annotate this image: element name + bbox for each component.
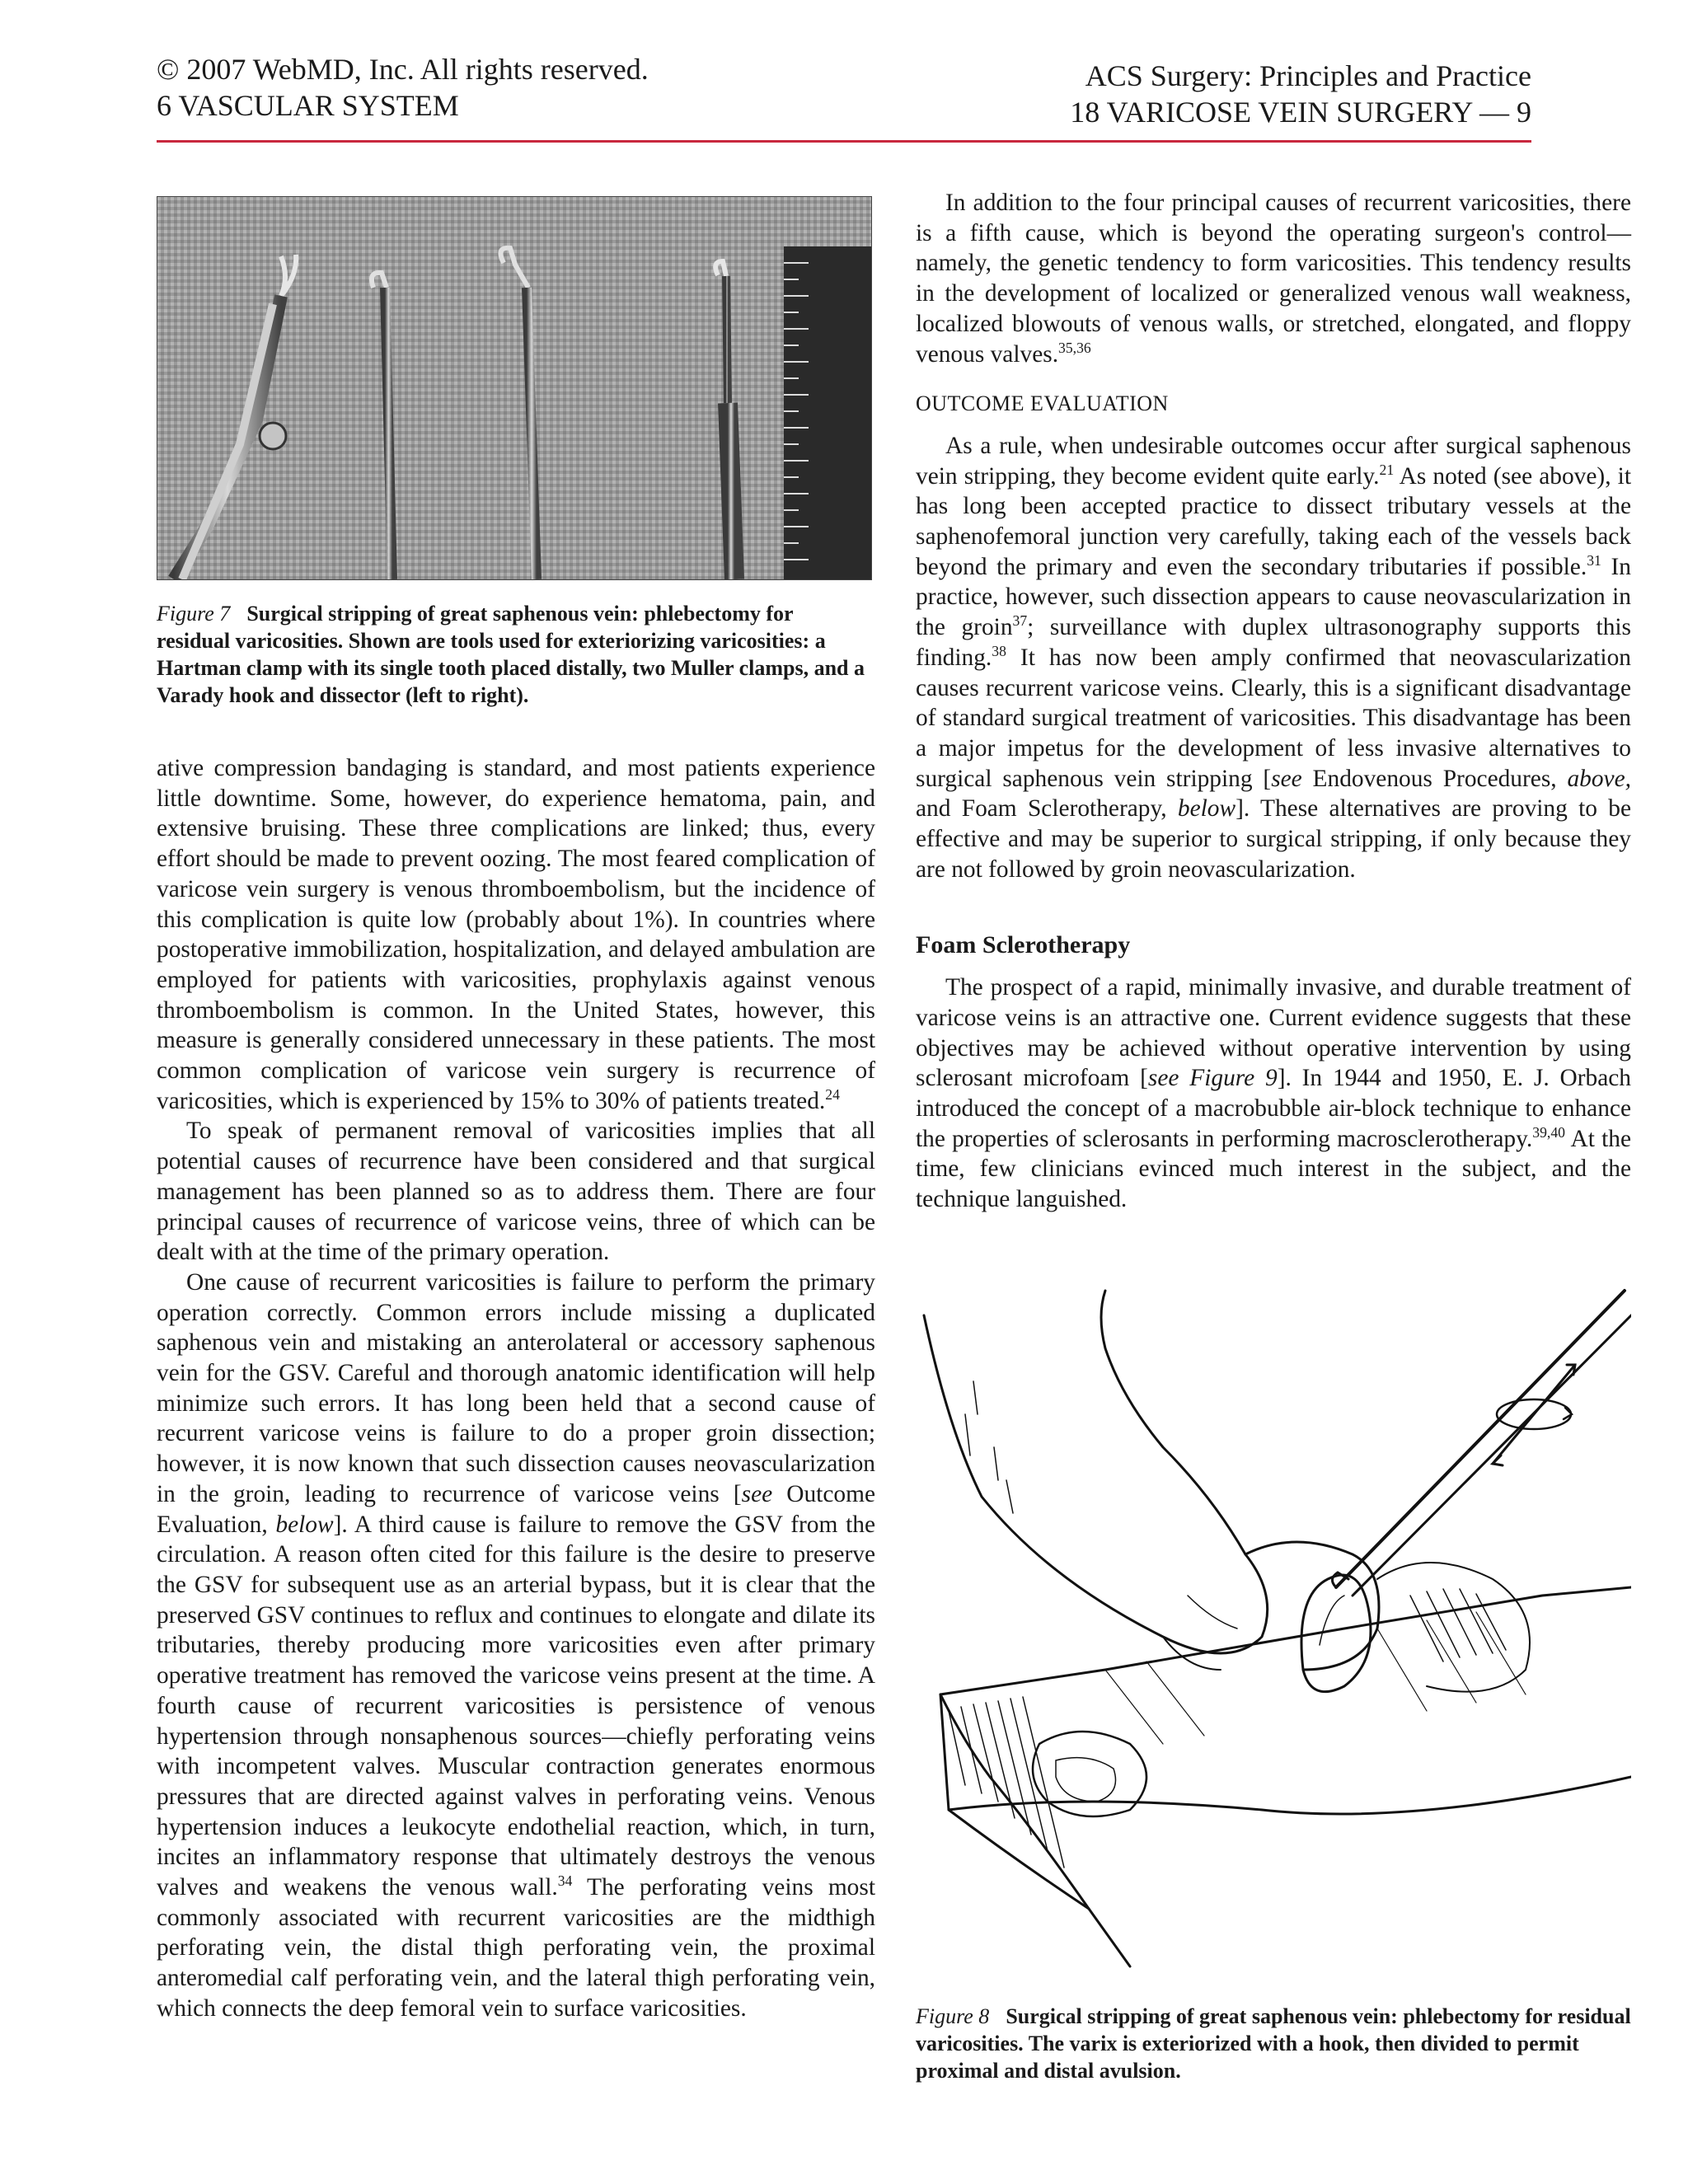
right-paragraph-3 bbox=[916, 972, 1631, 1215]
right-p3-text-a: The prospect of a rapid, minimally invasive, and durable treatment of varicose veins is an attractive one. Current evidence suggests that these objectives may be achieved without operative intervention by using sclerosant microfoam [ bbox=[916, 974, 1631, 1092]
reference-35-36[interactable]: 35,36 bbox=[1058, 339, 1091, 356]
right-p3-text-c: At the time, few clinicians evinced much interest in the subject, and the technique languished. bbox=[916, 1125, 1631, 1213]
figure-7-label: Figure 7 bbox=[157, 602, 231, 626]
left-p3-text-b: ]. A third cause is failure to remove the GSV from the circulation. A reason often cited for this failure is the desire to preserve the GSV for subsequent use as an arterial bypass, but it is clear that the preserved GSV continues to reflux and continues to elongate and dilate its tributaries, thereby producing more varicosities even after primary operative treatment has removed the varicose veins present at the time. A fourth cause of recurrent varicosities is persistence of venous hypertension through nonsaphenous sources—chiefly perforating veins with incompetent valves. Muscular contraction generates enormous pressures that are directed against valves in perforating veins. Venous hypertension induces a leukocyte endothelial reaction, which, in turn, incites an inflammatory response that ultimately destroys the venous valves and weakens the venous wall. bbox=[157, 1511, 875, 1901]
figure-7-caption bbox=[157, 600, 865, 709]
left-p1-text: ative compression bandaging is standard, and most patients experience little downtime. Some, however, do experience hematoma, pain, and extensive bruising. These three complications are linked; thus, every effort should be made to prevent oozing. The most feared complication of varicose vein surgery is venous thromboembolism, but the incidence of this complication is quite low (probably about 1%). In countries where postoperative immobilization, hospitalization, and delayed ambulation are employed for patients with varicosities, prophylaxis against venous thromboembolism is common. In the United States, however, this measure is generally considered unnecessary in these patients. The most common complication of varicose vein surgery is recurrence of varicosities, which is experienced by 15% to 30% of patients treated. bbox=[157, 755, 875, 1114]
left-p3-text-a: One cause of recurrent varicosities is failure to perform the primary operation correctly. Common errors include missing a duplicated saphenous vein and mistaking an anterolateral or accessory saphenous vein for the GSV. Careful and thorough anatomic identification will help minimize such errors. It has long been held that a second cause of recurrent varicose veins is failure to do a proper groin dissection; however, it is now known that such dissection causes neovascularization in the groin, leading to recurrence of varicose veins [ bbox=[157, 1268, 875, 1507]
phlebectomy-hook-drawing bbox=[916, 1282, 1631, 1983]
reference-38[interactable]: 38 bbox=[992, 643, 1006, 660]
header-right bbox=[1070, 58, 1531, 130]
above-word: above, bbox=[1567, 765, 1631, 792]
right-p2-text-c: In practice, however, such dissection appears to cause neovascularization in the groin bbox=[916, 553, 1631, 641]
right-p2-text-a: As a rule, when undesirable outcomes occur after surgical saphenous vein stripping, they become evident quite early. bbox=[916, 432, 1631, 490]
right-p3-text-b: ]. In 1944 and 1950, E. J. Orbach introduced the concept of a macrobubble air-block technique to enhance the properties of sclerosants in performing macrosclerotherapy. bbox=[916, 1065, 1631, 1152]
figure-8-label: Figure 8 bbox=[916, 2004, 990, 2028]
figure-8-caption-text: Surgical stripping of great saphenous vein: phlebectomy for residual varicosities. The varix is exteriorized with a hook, then divided to permit proximal and distal avulsion. bbox=[916, 2004, 1631, 2083]
copyright-line: © 2007 WebMD, Inc. All rights reserved. bbox=[157, 53, 649, 86]
outcome-evaluation-link[interactable]: Outcome Evaluation, bbox=[157, 1480, 875, 1538]
header-left bbox=[157, 51, 649, 124]
left-paragraph-2: To speak of permanent removal of varicosities implies that all potential causes of recurrence have been considered and that surgical management has been planned so as to address them. There are four principal causes of recurrence of varicose veins, three of which can be dealt with at the time of the primary operation. bbox=[157, 1118, 875, 1266]
below-word: below bbox=[275, 1511, 334, 1538]
reference-37[interactable]: 37 bbox=[1012, 612, 1028, 630]
reference-24[interactable]: 24 bbox=[825, 1085, 840, 1103]
figure-8-caption bbox=[916, 2003, 1631, 2084]
right-p2-text-e: It has now been amply confirmed that neovascularization causes recurrent varicose veins. Clearly, this is a significant disadvantage of standard surgical treatment of varicosities. This disadvantage has been a major impetus for the development of less invasive alternatives to surgical saphenous vein stripping [ bbox=[916, 644, 1631, 792]
right-p1-text: In addition to the four principal causes of recurrent varicosities, there is a fifth cause, which is beyond the operating surgeon's control—namely, the genetic tendency to form varicosities. This tendency results in the development of localized or generalized venous wall weakness, localized blowouts of venous walls, or stretched, elongated, and floppy venous valves. bbox=[916, 190, 1631, 368]
outcome-evaluation-heading: OUTCOME EVALUATION bbox=[916, 391, 1169, 416]
below-word: below bbox=[1177, 795, 1236, 823]
see-figure-9-link[interactable]: see Figure 9 bbox=[1147, 1065, 1278, 1092]
see-word: see bbox=[1271, 765, 1302, 792]
book-title: ACS Surgery: Principles and Practice bbox=[1085, 59, 1531, 92]
foam-sclerotherapy-heading: Foam Sclerotherapy bbox=[916, 931, 1131, 959]
right-p2-text-f: ]. These alternatives are proving to be effective and may be superior to surgical stripping, if only because they are not followed by groin neovascularization. bbox=[916, 795, 1632, 883]
left-column bbox=[157, 753, 875, 2024]
left-paragraph-3 bbox=[157, 1268, 875, 2024]
foam-sclerotherapy-link[interactable]: and Foam Sclerotherapy, bbox=[916, 795, 1178, 823]
figure-8-illustration bbox=[916, 1282, 1631, 1983]
running-header bbox=[157, 51, 1531, 143]
right-paragraph-1 bbox=[916, 188, 1631, 369]
right-column bbox=[916, 188, 1631, 1215]
reference-39-40[interactable]: 39,40 bbox=[1532, 1123, 1565, 1141]
reference-21[interactable]: 21 bbox=[1379, 461, 1395, 478]
left-paragraph-1 bbox=[157, 753, 875, 1116]
see-word: see bbox=[741, 1480, 773, 1507]
right-p2-text-d: ; surveillance with duplex ultrasonography supports this finding. bbox=[916, 614, 1631, 671]
right-paragraph-2 bbox=[916, 431, 1631, 885]
section-line: 6 VASCULAR SYSTEM bbox=[157, 89, 459, 122]
endovenous-procedures-link[interactable]: Endovenous Procedures, bbox=[1301, 765, 1568, 792]
right-p2-text-b: As noted (see above), it has long been accepted practice to dissect tributary vessels at the saphenofemoral junction very carefully, taking each of the vessels back beyond the primary and even the secondary tributaries if possible. bbox=[916, 462, 1631, 580]
left-p3-text-c: The perforating veins most commonly associated with recurrent varicosities are the midthigh perforating vein, the distal thigh perforating vein, the proximal anteromedial calf perforating vein, and the lateral thigh perforating vein, which connects the deep femoral vein to surface varicosities. bbox=[157, 1874, 875, 2022]
reference-34[interactable]: 34 bbox=[557, 1872, 573, 1890]
figure-7-caption-text: Surgical stripping of great saphenous vein: phlebectomy for residual varicosities. Shown are tools used for exteriorizing varicosities: a Hartman clamp with its single tooth placed distally, two Muller clamps, and a Varady hook and dissector (left to right). bbox=[157, 602, 865, 707]
figure-7-photo bbox=[157, 196, 872, 580]
chapter-line: 18 VARICOSE VEIN SURGERY — 9 bbox=[1070, 96, 1531, 129]
surgical-tools-photo bbox=[157, 197, 871, 579]
reference-31[interactable]: 31 bbox=[1587, 551, 1601, 569]
